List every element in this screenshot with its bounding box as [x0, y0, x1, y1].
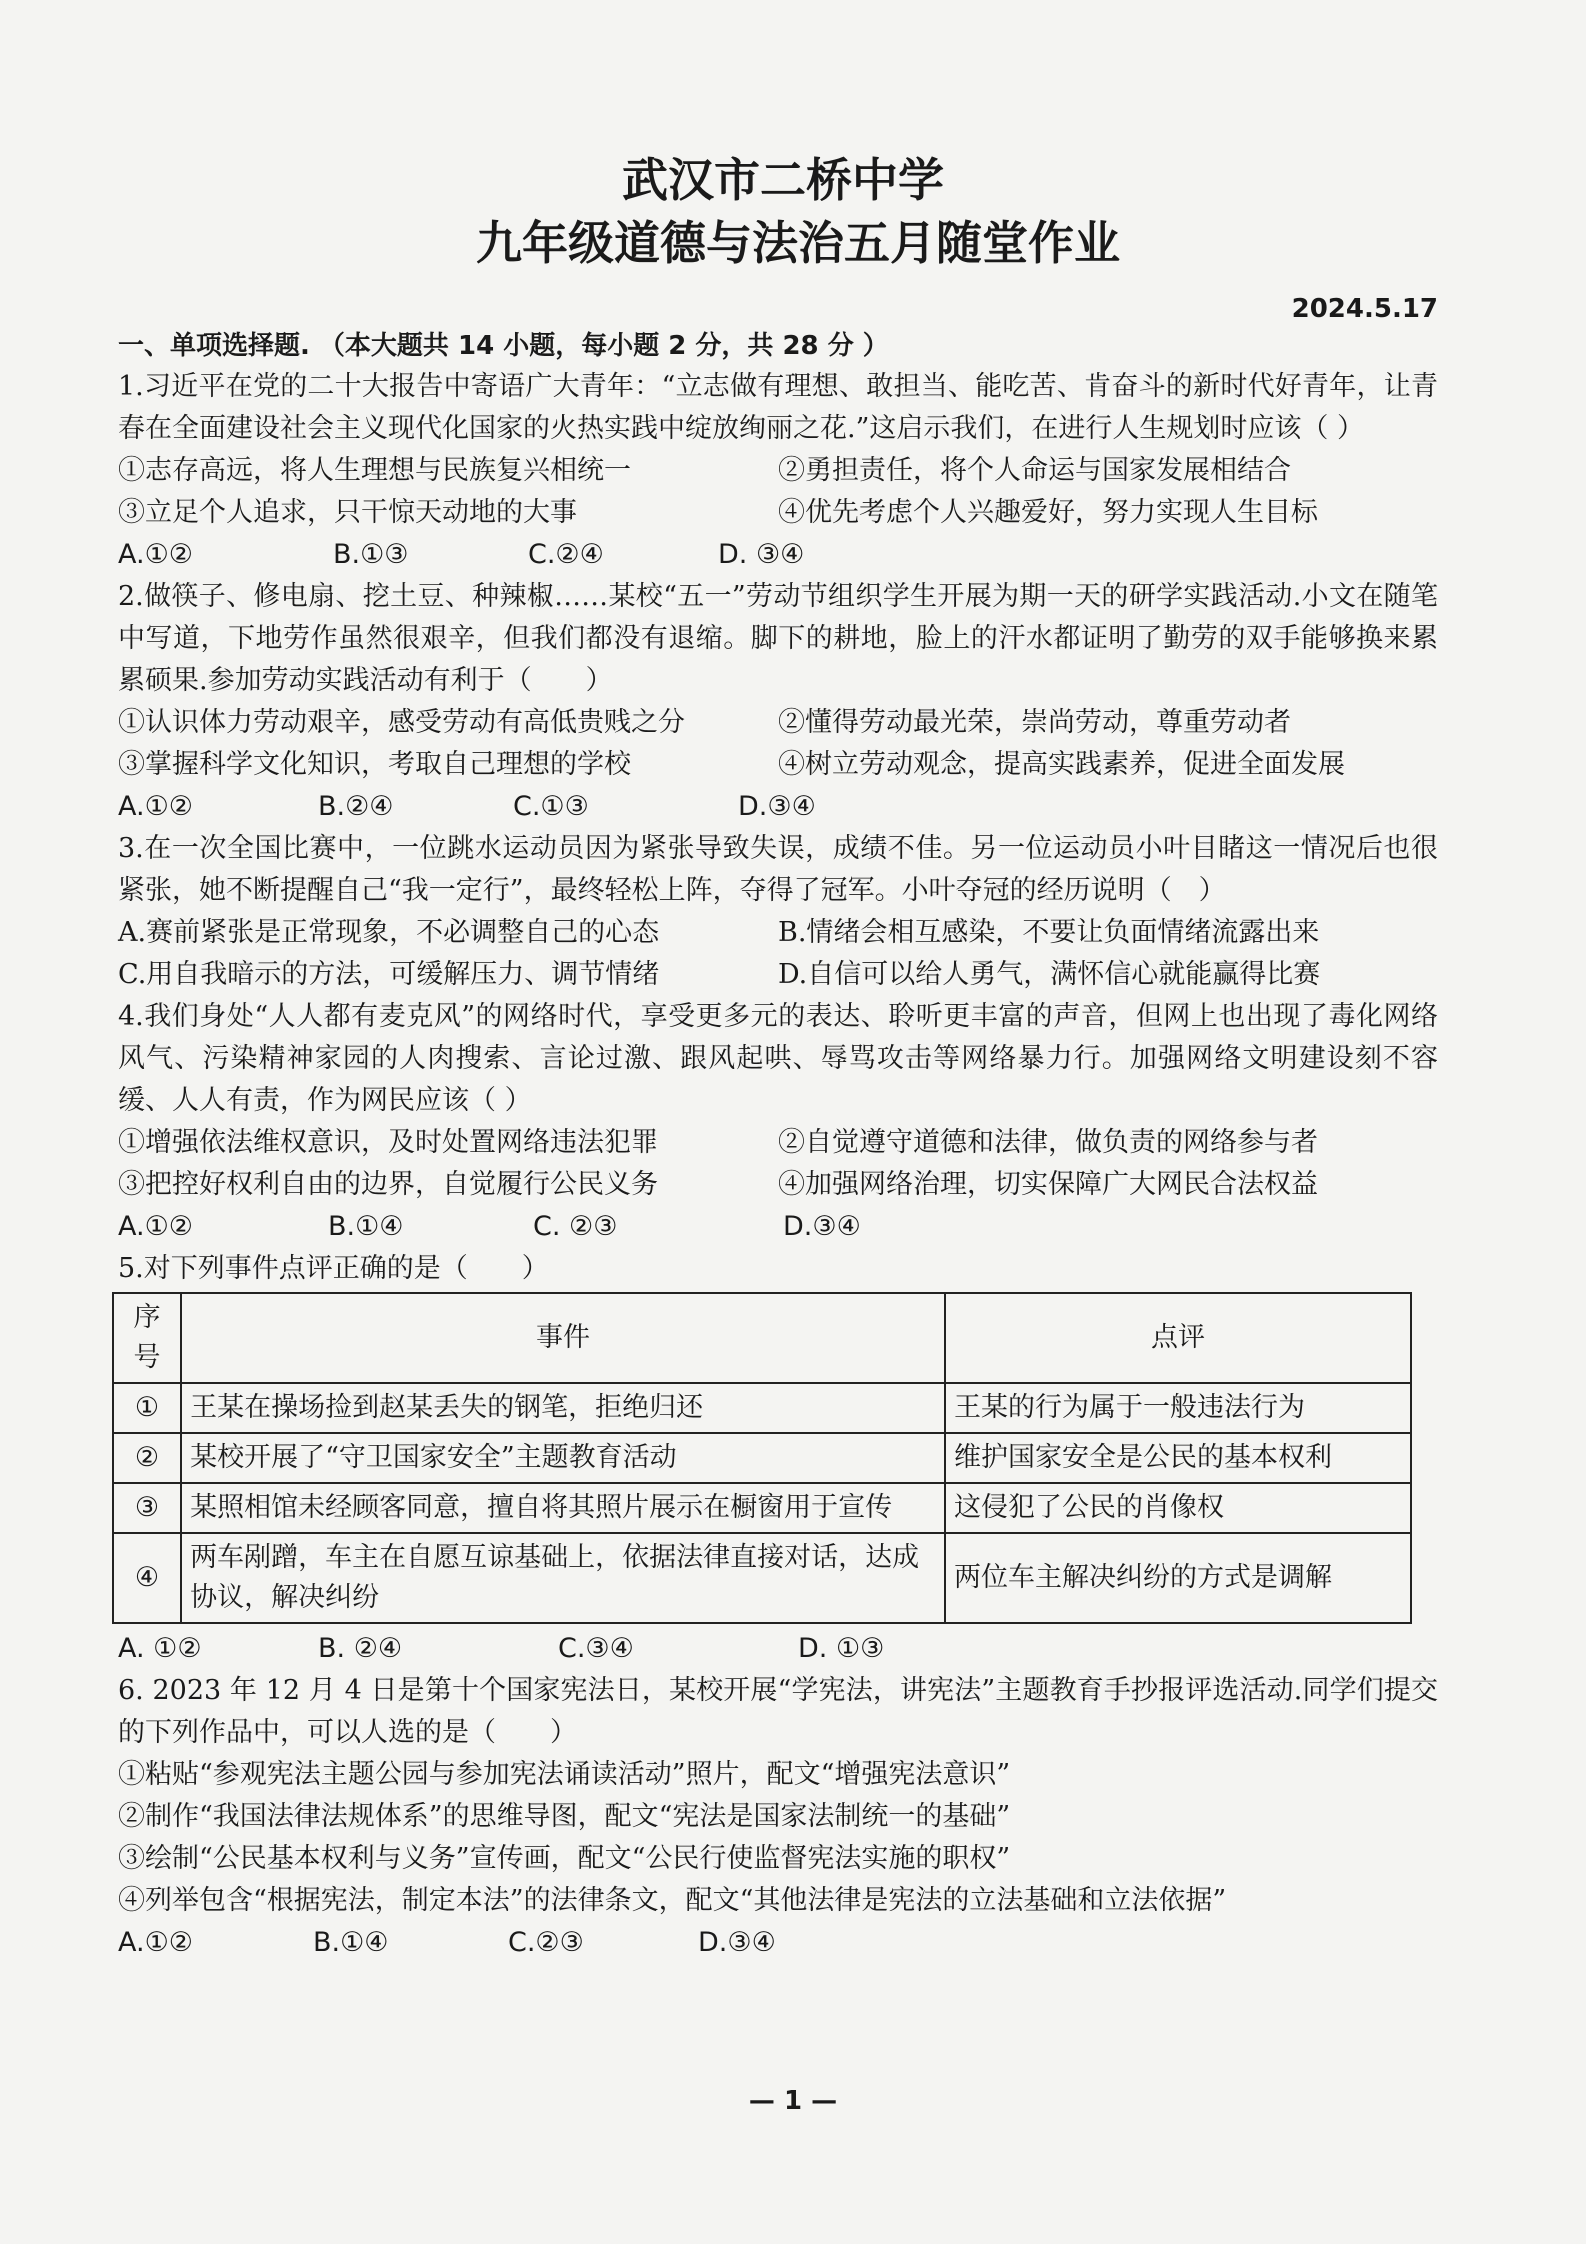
- question-3-stem: 3.在一次全国比赛中，一位跳水运动员因为紧张导致失误，成绩不佳。另一位运动员小叶目睹这一情况后也很紧张，她不断提醒自己“我一定行”，最终轻松上阵，夺得了冠军。小叶夺冠的经历说明（ ）: [118, 833, 1438, 906]
- answer-option-c: C.①③: [513, 791, 589, 822]
- answer-option-a: A.①②: [118, 1211, 193, 1242]
- question-1-items-row-2: [118, 492, 1438, 534]
- table-cell-event: 某校开展了“守卫国家安全”主题教育活动: [181, 1433, 945, 1483]
- answer-option-b: B. ②④: [318, 1633, 403, 1664]
- answer-option-c: C.②③: [508, 1927, 584, 1958]
- question-2-stem: 2.做筷子、修电扇、挖土豆、种辣椒……某校“五一”劳动节组织学生开展为期一天的研学实践活动.小文在随笔中写道，下地劳作虽然很艰辛，但我们都没有退缩。脚下的耕地，脸上的汗水都证明了勤劳的双手能够换来累累硕果.参加劳动实践活动有利于（ ）: [118, 581, 1438, 696]
- question-6-item-2: ②制作“我国法律法规体系”的思维导图，配文“宪法是国家法制统一的基础”: [118, 1801, 1011, 1832]
- table-row: [113, 1433, 1411, 1483]
- question-1-answers: [118, 534, 1438, 576]
- table-header-comment: 点评: [945, 1293, 1411, 1383]
- answer-option-c: C. ②③: [533, 1211, 618, 1242]
- question-5-answers: [118, 1628, 1438, 1670]
- question-4-item-3: ③把控好权利自由的边界，自觉履行公民义务: [118, 1169, 658, 1200]
- question-6-item-3: ③绘制“公民基本权利与义务”宣传画，配文“公民行使监督宪法实施的职权”: [118, 1843, 1011, 1874]
- answer-option-a: A.①②: [118, 1927, 193, 1958]
- question-4-answers: [118, 1206, 1438, 1248]
- question-5: [118, 1248, 1438, 1670]
- table-cell-index: ③: [113, 1483, 181, 1533]
- question-4-item-2: ②自觉遵守道德和法律，做负责的网络参与者: [778, 1127, 1318, 1158]
- answer-option-d: D. ③④: [718, 539, 805, 570]
- table-cell-comment: 这侵犯了公民的肖像权: [945, 1483, 1411, 1533]
- answer-option-b: B.②④: [318, 791, 394, 822]
- answer-option-d: D.③④: [738, 791, 816, 822]
- answer-option-a: A.①②: [118, 791, 193, 822]
- table-header-event: 事件: [181, 1293, 945, 1383]
- answer-option-d: D.③④: [783, 1211, 861, 1242]
- question-3-option-d: D.自信可以给人勇气，满怀信心就能赢得比赛: [778, 959, 1321, 990]
- question-1-item-3: ③立足个人追求，只干惊天动地的大事: [118, 497, 577, 528]
- question-4-stem: 4.我们身处“人人都有麦克风”的网络时代，享受更多元的表达、聆听更丰富的声音，但网上也出现了毒化网络风气、污染精神家园的人肉搜索、言论过激、跟风起哄、辱骂攻击等网络暴力行。加强网络文明建设刻不容缓、人人有责，作为网民应该（ ）: [118, 1001, 1438, 1116]
- question-6-item-4: ④列举包含“根据宪法，制定本法”的法律条文，配文“其他法律是宪法的立法基础和立法依据”: [118, 1885, 1227, 1916]
- question-1-item-2: ②勇担责任，将个人命运与国家发展相结合: [778, 455, 1291, 486]
- question-1-item-1: ①志存高远，将人生理想与民族复兴相统一: [118, 455, 631, 486]
- question-2-answers: [118, 786, 1438, 828]
- question-3-option-a: A.赛前紧张是正常现象，不必调整自己的心态: [118, 917, 660, 948]
- question-6-answers: [118, 1922, 1438, 1964]
- answer-option-c: C.②④: [528, 539, 604, 570]
- answer-option-b: B.①③: [333, 539, 409, 570]
- table-row: [113, 1383, 1411, 1433]
- table-cell-event: 王某在操场捡到赵某丢失的钢笔，拒绝归还: [181, 1383, 945, 1433]
- question-2-item-2: ②懂得劳动最光荣，崇尚劳动，尊重劳动者: [778, 707, 1291, 738]
- question-3-options-row-2: [118, 954, 1438, 996]
- question-4: [118, 996, 1438, 1248]
- table-cell-event: 某照相馆未经顾客同意，擅自将其照片展示在橱窗用于宣传: [181, 1483, 945, 1533]
- question-3: [118, 828, 1438, 996]
- table-cell-comment: 维护国家安全是公民的基本权利: [945, 1433, 1411, 1483]
- table-cell-event: 两车剐蹭，车主在自愿互谅基础上，依据法律直接对话，达成协议，解决纠纷: [181, 1533, 945, 1623]
- question-5-stem: 5.对下列事件点评正确的是（ ）: [118, 1253, 549, 1284]
- worksheet-title: 九年级道德与法治五月随堂作业: [476, 216, 1120, 270]
- question-1-items-row-1: [118, 450, 1438, 492]
- answer-option-b: B.①④: [328, 1211, 404, 1242]
- question-2-items-row-1: [118, 702, 1438, 744]
- question-3-option-c: C.用自我暗示的方法，可缓解压力、调节情绪: [118, 959, 660, 990]
- table-row: [113, 1533, 1411, 1623]
- question-6-stem: 6. 2023 年 12 月 4 日是第十个国家宪法日，某校开展“学宪法，讲宪法”主题教育手抄报评选活动.同学们提交的下列作品中，可以人选的是（ ）: [118, 1675, 1438, 1748]
- table-header-index: 序号: [113, 1293, 181, 1383]
- question-2-item-3: ③掌握科学文化知识，考取自己理想的学校: [118, 749, 631, 780]
- answer-option-d: D.③④: [698, 1927, 776, 1958]
- page-number: — 1 —: [748, 2086, 838, 2116]
- table-cell-index: ①: [113, 1383, 181, 1433]
- table-cell-index: ②: [113, 1433, 181, 1483]
- table-cell-comment: 王某的行为属于一般违法行为: [945, 1383, 1411, 1433]
- answer-option-d: D. ①③: [798, 1633, 885, 1664]
- school-name: 武汉市二桥中学: [622, 153, 944, 207]
- question-4-items-row-2: [118, 1164, 1438, 1206]
- question-4-item-1: ①增强依法维权意识，及时处置网络违法犯罪: [118, 1127, 658, 1158]
- events-table: [112, 1292, 1412, 1624]
- table-header-row: [113, 1293, 1411, 1383]
- question-2-item-4: ④树立劳动观念，提高实践素养，促进全面发展: [778, 749, 1345, 780]
- question-2: [118, 576, 1438, 828]
- question-6: [118, 1670, 1438, 1964]
- answer-option-a: A. ①②: [118, 1633, 202, 1664]
- question-4-item-4: ④加强网络治理，切实保障广大网民合法权益: [778, 1169, 1318, 1200]
- worksheet-date: 2024.5.17: [1291, 294, 1438, 324]
- question-1-item-4: ④优先考虑个人兴趣爱好，努力实现人生目标: [778, 497, 1318, 528]
- question-4-items-row-1: [118, 1122, 1438, 1164]
- question-1-stem: 1.习近平在党的二十大报告中寄语广大青年：“立志做有理想、敢担当、能吃苦、肯奋斗的新时代好青年，让青春在全面建设社会主义现代化国家的火热实践中绽放绚丽之花.”这启示我们，在进行人生规划时应该（ ）: [118, 371, 1438, 444]
- answer-option-a: A.①②: [118, 539, 193, 570]
- question-3-option-b: B.情绪会相互感染，不要让负面情绪流露出来: [778, 917, 1320, 948]
- answer-option-b: B.①④: [313, 1927, 389, 1958]
- question-2-items-row-2: [118, 744, 1438, 786]
- answer-option-c: C.③④: [558, 1633, 634, 1664]
- table-cell-index: ④: [113, 1533, 181, 1623]
- question-6-item-1: ①粘贴“参观宪法主题公园与参加宪法诵读活动”照片，配文“增强宪法意识”: [118, 1759, 1011, 1790]
- question-2-item-1: ①认识体力劳动艰辛，感受劳动有高低贵贱之分: [118, 707, 685, 738]
- question-1: [118, 366, 1438, 576]
- section-heading: 一、单项选择题. （本大题共 14 小题，每小题 2 分，共 28 分 ）: [118, 331, 889, 361]
- table-row: [113, 1483, 1411, 1533]
- table-cell-comment: 两位车主解决纠纷的方式是调解: [945, 1533, 1411, 1623]
- question-3-options-row-1: [118, 912, 1438, 954]
